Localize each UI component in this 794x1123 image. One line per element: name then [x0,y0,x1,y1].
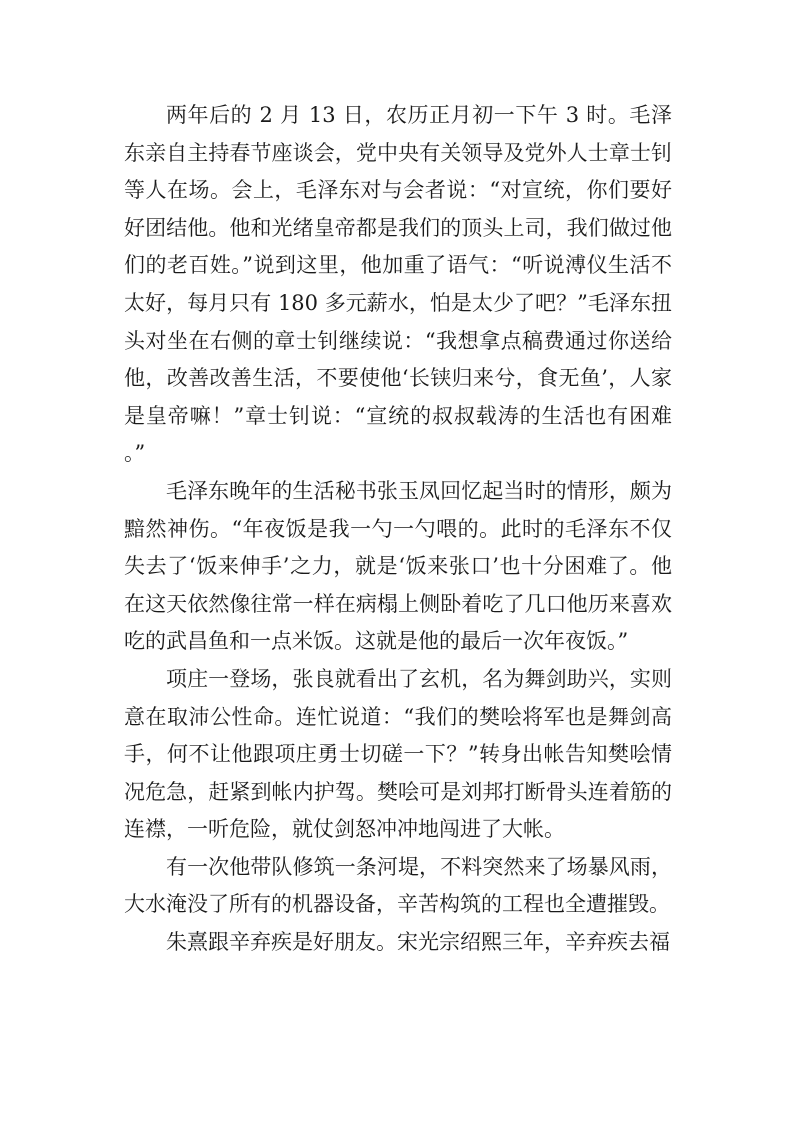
paragraph-2: 毛泽东晚年的生活秘书张玉凤回忆起当时的情形，颇为黯然神伤。“年夜饭是我一勺一勺喂的。此时的毛泽东不仅失去了‘饭来伸手’之力，就是‘饭来张口’也十分困难了。他在这天依然像往常一样在病榻上侧卧着吃了几口他历来喜欢吃的武昌鱼和一点米饭。这就是他的最后一次年夜饭。” [124,478,672,654]
paragraph-1: 两年后的 2 月 13 日，农历正月初一下午 3 时。毛泽东亲自主持春节座谈会，党中央有关领导及党外人士章士钊等人在场。会上，毛泽东对与会者说：“对宣统，你们要好好团结他。他和光绪皇帝都是我们的顶头上司，我们做过他们的老百姓。”说到这里，他加重了语气：“听说溥仪生活不太好，每月只有 180 多元薪水，怕是太少了吧？”毛泽东扭头对坐在右侧的章士钊继续说：“我想拿点稿费通过你送给他，改善改善生活，不要使他‘长铗归来兮，食无鱼’，人家是皇帝嘛！”章士钊说：“宣统的叔叔载涛的生活也有困难 。” [124,103,672,466]
paragraph-4: 有一次他带队修筑一条河堤，不料突然来了场暴风雨，大水淹没了所有的机器设备，辛苦构筑的工程也全遭摧毁。 [124,854,672,917]
document-body [124,97,672,962]
paragraph-5: 朱熹跟辛弃疾是好朋友。宋光宗绍熙三年，辛弃疾去福 [166,930,670,955]
paragraph-3: 项庄一登场，张良就看出了玄机，名为舞剑助兴，实则意在取沛公性命。连忙说道：“我们的樊哙将军也是舞剑高手，何不让他跟项庄勇士切磋一下？”转身出帐告知樊哙情况危急，赶紧到帐内护驾。樊哙可是刘邦打断骨头连着筋的连襟，一听危险，就仗剑怒冲冲地闯进了大帐。 [124,666,672,842]
